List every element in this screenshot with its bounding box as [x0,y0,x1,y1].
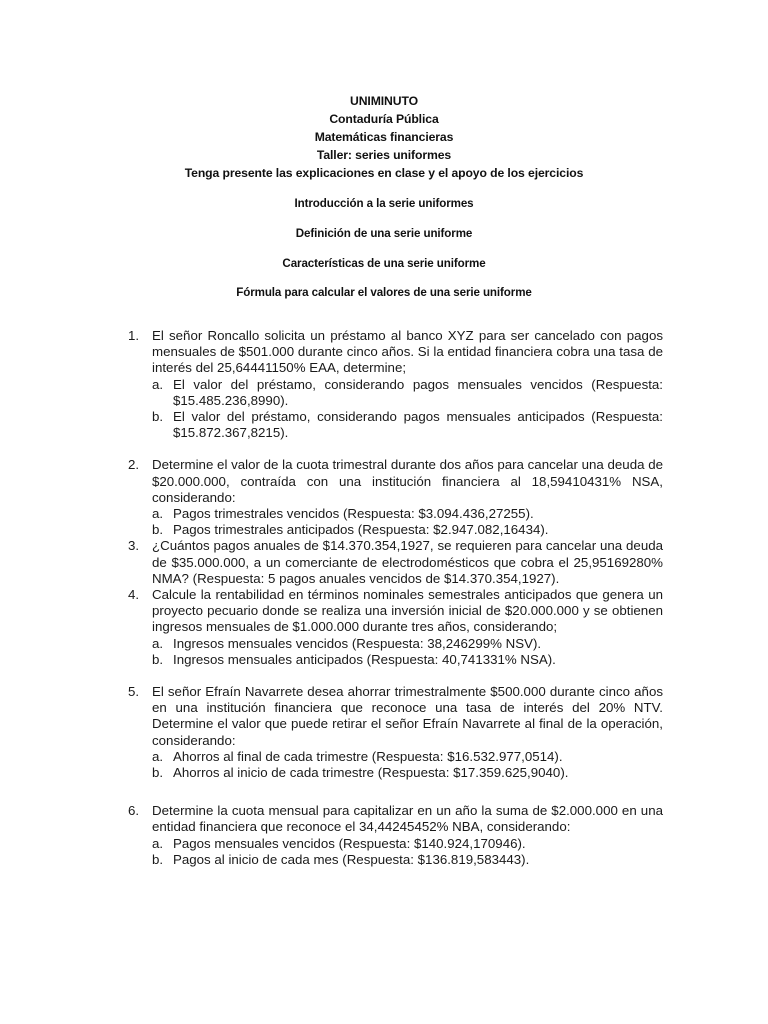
course-name: Matemáticas financieras [314,130,454,144]
exercise-subitem [152,376,663,409]
exercise-subitem [152,506,663,522]
subitem-text: Ingresos mensuales anticipados (Respuesta: 40,741331% NSA). [173,651,556,667]
section-title-characteristics: Características de una serie uniforme [282,257,486,270]
exercise-subitem [152,522,663,538]
subitem-text: Ahorros al inicio de cada trimestre (Respuesta: $17.359.625,9040). [173,765,569,781]
subitem-text: Pagos mensuales vencidos (Respuesta: $140.924,170946). [173,835,526,851]
exercise-text: El señor Efraín Navarrete desea ahorrar trimestralmente $500.000 durante cinco años en una institución financiera que reconoce una tasa de interés del 20% NTV. Determine el valor que puede retirar el señor Efraín Navarrete al final de la operación, considerando: [152,684,663,748]
exercise-number: 1. [128,328,140,343]
exercise-list [0,328,768,868]
exercise-subitem [152,765,663,781]
institution-name: UNIMINUTO [350,94,418,108]
exercise-item [128,684,663,781]
subitem-text: El valor del préstamo, considerando pagos mensuales anticipados (Respuesta: $15.872.367,8215). [173,409,663,441]
subitem-letter: b. [152,851,164,867]
exercise-text: Determine la cuota mensual para capitalizar en un año la suma de $2.000.000 en una entidad financiera que reconoce el 34,44245452% NBA, considerando: [152,803,663,835]
subitem-letter: a. [152,835,164,851]
exercise-subitem [152,651,663,668]
subitem-letter: b. [152,765,164,781]
subitem-letter: b. [152,522,164,538]
exercise-text: Calcule la rentabilidad en términos nominales semestrales anticipados que genera un proyecto pecuario donde se realiza una inversión inicial de $20.000.000 y se obtienen ingresos mensuales de $1.000.000 durante tres años, considerando; [152,587,663,635]
document-header [0,92,768,182]
exercise-item [128,803,663,868]
subitem-letter: a. [152,376,164,392]
subitem-letter: b. [152,409,164,425]
section-title-definition: Definición de una serie uniforme [295,227,473,240]
exercise-subitem [152,748,663,765]
exercise-text: Determine el valor de la cuota trimestral durante dos años para cancelar una deuda de $20.000.000, contraída con una institución financiera al 18,59410431% NSA, considerando: [152,457,663,505]
exercise-subitem [152,409,663,441]
exercise-number: 3. [128,538,140,554]
section-title-introduction: Introducción a la serie uniformes [294,197,474,210]
section-title-formula: Fórmula para calcular el valores de una serie uniforme [236,286,532,299]
subitem-text: Ahorros al final de cada trimestre (Respuesta: $16.532.977,0514). [173,748,563,764]
subitem-letter: a. [152,506,164,522]
workshop-title: Taller: series uniformes [316,148,452,162]
exercise-text: El señor Roncallo solicita un préstamo al banco XYZ para ser cancelado con pagos mensuales de $501.000 durante cinco años. Si la entidad financiera cobra una tasa de interés del 25,64441150% EAA, determine; [152,328,663,376]
instructions-note: Tenga presente las explicaciones en clase y el apoyo de los ejercicios [184,166,584,180]
subitem-text: El valor del préstamo, considerando pagos mensuales vencidos (Respuesta: $15.485.236,8990). [173,376,663,408]
subitem-text: Pagos trimestrales vencidos (Respuesta: $3.094.436,27255). [173,506,534,522]
exercise-text: ¿Cuántos pagos anuales de $14.370.354,1927, se requieren para cancelar una deuda de $35.000.000, a un comerciante de electrodomésticos que cobra el 25,95169280% NMA? (Respuesta: 5 pagos anuales vencidos de $14.370.354,1927). [152,538,663,586]
exercise-number: 2. [128,457,140,473]
exercise-subitem [152,835,663,852]
subitem-letter: a. [152,635,164,651]
exercise-number: 5. [128,684,140,700]
exercise-subitem [152,851,663,868]
exercise-item [128,587,663,668]
exercise-number: 6. [128,803,140,819]
subitem-letter: b. [152,651,164,667]
exercise-item [128,328,663,441]
program-name: Contaduría Pública [329,112,439,126]
subitem-letter: a. [152,748,164,764]
exercise-item [128,538,663,587]
subitem-text: Pagos al inicio de cada mes (Respuesta: $136.819,583443). [173,851,530,867]
exercise-number: 4. [128,587,140,603]
subitem-text: Pagos trimestrales anticipados (Respuesta: $2.947.082,16434). [173,522,549,538]
subitem-text: Ingresos mensuales vencidos (Respuesta: 38,246299% NSV). [173,635,542,651]
exercise-subitem [152,635,663,652]
exercise-item [128,457,663,538]
